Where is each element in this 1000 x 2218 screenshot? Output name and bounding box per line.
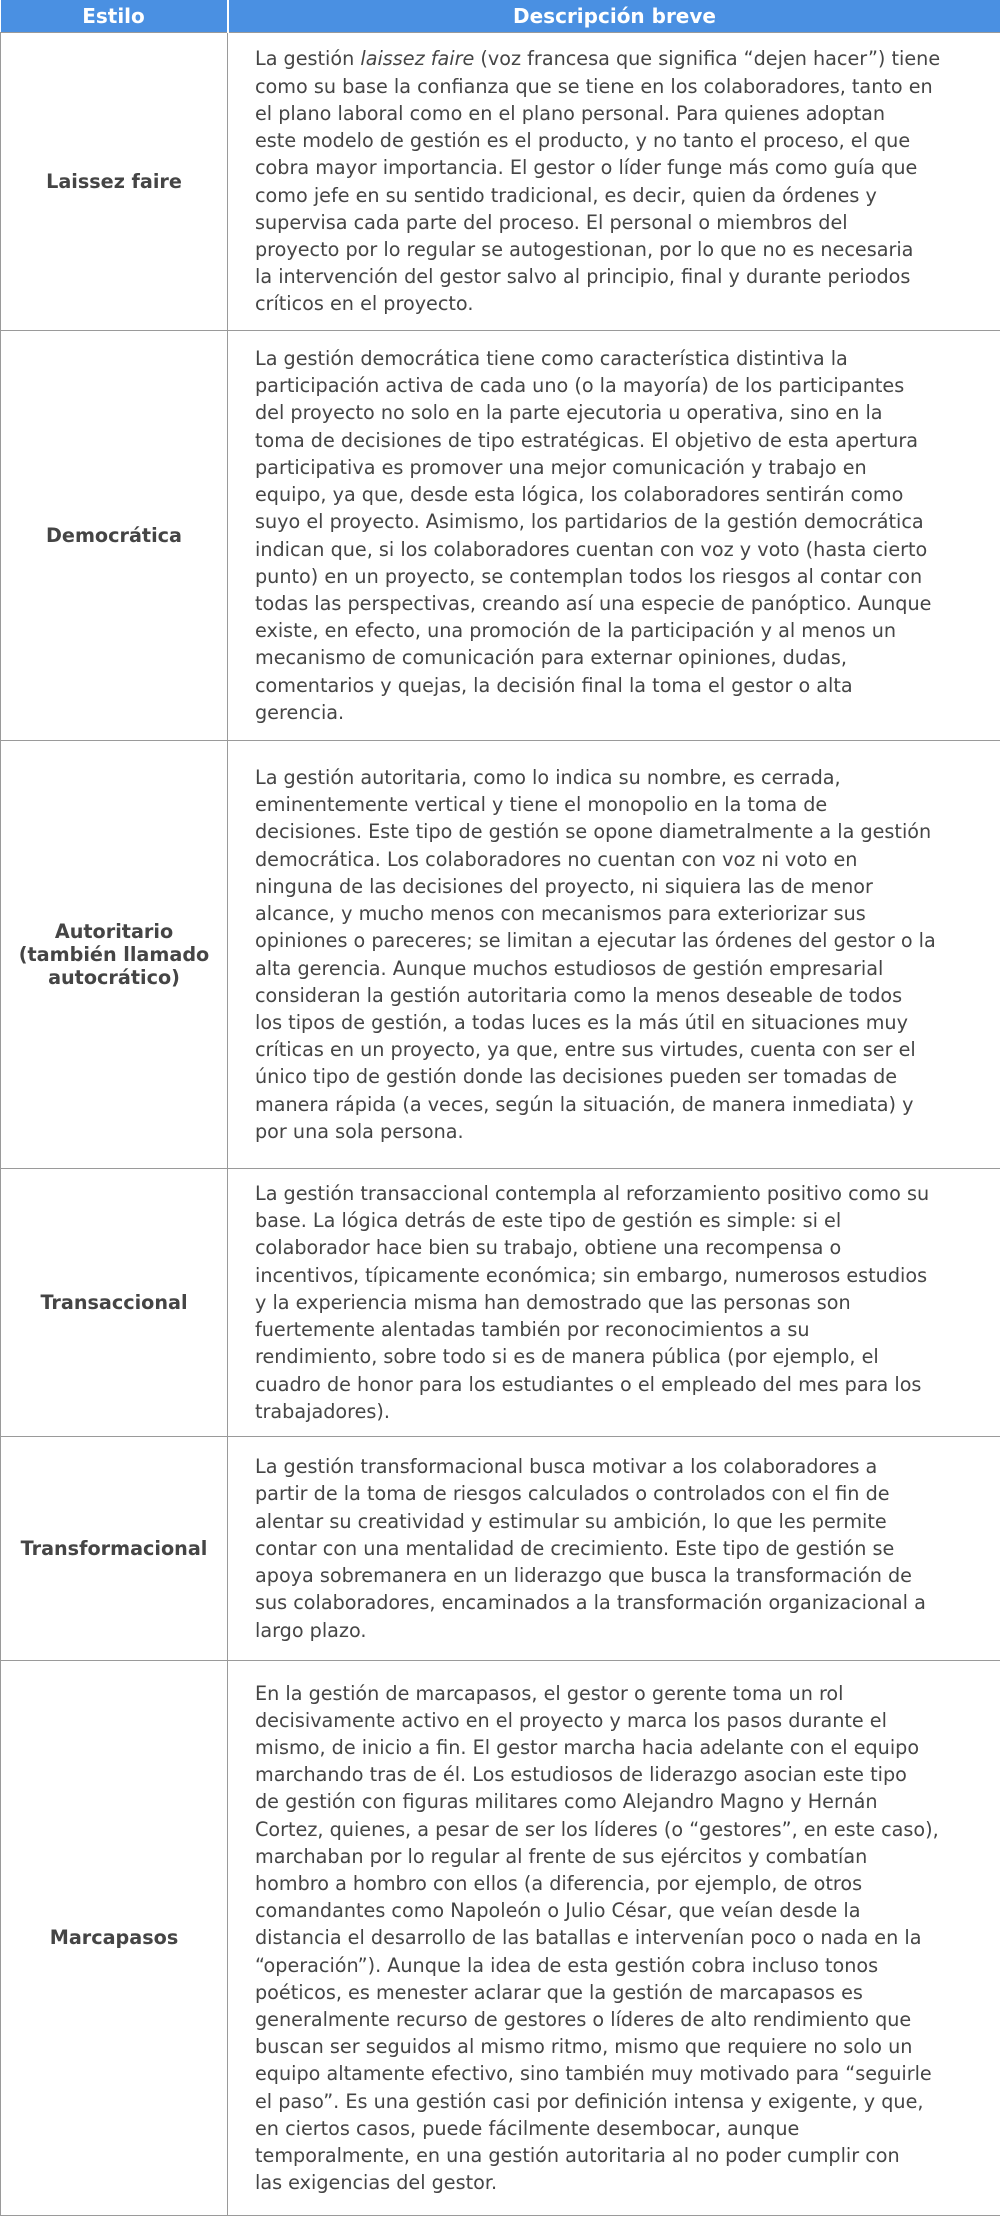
description-line: comandantes como Napoleón o Julio César, que veían desde la bbox=[255, 1899, 861, 1923]
description-line: cuadro de honor para los estudiantes o el empleado del mes para los bbox=[255, 1372, 922, 1396]
description-line: en ciertos casos, puede fácilmente desembocar, aunque bbox=[255, 2116, 800, 2140]
description-line: supervisa cada parte del proceso. El personal o miembros del bbox=[255, 210, 848, 234]
style-name: Democrática bbox=[1, 331, 228, 741]
style-name-line: Autoritario bbox=[54, 920, 174, 943]
description-line: En la gestión de marcapasos, el gestor o gerente toma un rol bbox=[255, 1681, 844, 1705]
description-line: La gestión transformacional busca motivar a los colaboradores a bbox=[255, 1455, 878, 1479]
style-description bbox=[228, 1661, 1000, 2216]
style-name: Transformacional bbox=[1, 1437, 228, 1661]
description-line: poéticos, es menester aclarar que la gestión de marcapasos es bbox=[255, 1980, 863, 2004]
description-line: democrática. Los colaboradores no cuentan con voz ni voto en bbox=[255, 847, 858, 871]
description-line: todas las perspectivas, creando así una especie de panóptico. Aunque bbox=[255, 591, 932, 615]
description-line: “operación”). Aunque la idea de esta gestión cobra incluso tonos bbox=[255, 1953, 879, 1977]
style-description bbox=[228, 331, 1000, 741]
description-line: comentarios y quejas, la decisión final la toma el gestor o alta bbox=[255, 673, 853, 697]
description-line: rendimiento, sobre todo si es de manera pública (por ejemplo, el bbox=[255, 1345, 879, 1369]
description-line: participación activa de cada uno (o la mayoría) de los participantes bbox=[255, 374, 905, 398]
header-row bbox=[1, 0, 1000, 33]
description-line: manera rápida (a veces, según la situación, de manera inmediata) y bbox=[255, 1092, 914, 1116]
description-line: marchando tras de él. Los estudiosos de liderazgo asocian este tipo bbox=[255, 1763, 907, 1787]
description-line: y la experiencia misma han demostrado que las personas son bbox=[255, 1290, 851, 1314]
description-line: las exigencias del gestor. bbox=[255, 2171, 498, 2195]
style-description bbox=[228, 33, 1000, 331]
description-line: mecanismo de comunicación para externar opiniones, dudas, bbox=[255, 646, 848, 670]
description-line: como su base la confianza que se tiene en los colaboradores, tanto en bbox=[255, 74, 933, 98]
description-line: generalmente recurso de gestores o líderes de alto rendimiento que bbox=[255, 2008, 912, 2031]
description-line: fuertemente alentadas también por reconocimientos a su bbox=[255, 1318, 810, 1342]
description-line: existe, en efecto, una promoción de la participación y al menos un bbox=[255, 619, 897, 643]
description-line: temporalmente, en una gestión autoritaria al no poder cumplir con bbox=[255, 2144, 900, 2168]
description-line: Cortez, quienes, a pesar de ser los líderes (o “gestores”, en este caso), bbox=[255, 1817, 939, 1841]
description-line: toma de decisiones de tipo estratégicas. El objetivo de esta apertura bbox=[255, 428, 919, 452]
description-line: La gestión democrática tiene como característica distintiva la bbox=[255, 347, 848, 371]
style-name: Transaccional bbox=[1, 1169, 228, 1437]
style-description bbox=[228, 1437, 1000, 1661]
description-line: equipo altamente efectivo, sino también muy motivado para “seguirle bbox=[255, 2062, 932, 2086]
description-line: colaborador hace bien su trabajo, obtiene una recompensa o bbox=[255, 1236, 842, 1260]
description-line: apoya sobremanera en un liderazgo que busca la transformación de bbox=[255, 1564, 912, 1588]
description-line: gerencia. bbox=[255, 700, 345, 724]
style-description bbox=[228, 741, 1000, 1169]
description-line: La gestión autoritaria, como lo indica su nombre, es cerrada, bbox=[255, 766, 841, 790]
style-name: Laissez faire bbox=[1, 33, 228, 331]
description-line: consideran la gestión autoritaria como la menos deseable de todos bbox=[255, 983, 903, 1007]
description-line: distancia el desarrollo de las batallas e intervenían poco o nada en la bbox=[255, 1926, 922, 1950]
description-line: proyecto por lo regular se autogestionan, por lo que no es necesaria bbox=[255, 237, 914, 261]
description-line: trabajadores). bbox=[255, 1399, 390, 1423]
description-line: del proyecto no solo en la parte ejecutoria u operativa, sino en la bbox=[255, 401, 883, 425]
description-line: como jefe en su sentido tradicional, es decir, quien da órdenes y bbox=[255, 183, 877, 207]
table-row-autoritario bbox=[1, 741, 1000, 1169]
description-line: alcance, y mucho menos con mecanismos para exteriorizar sus bbox=[255, 902, 866, 926]
description-line: La gestión transaccional contempla al reforzamiento positivo como su bbox=[255, 1182, 930, 1206]
style-name-line: (también llamado bbox=[18, 943, 210, 966]
description-line: de gestión con figuras militares como Alejandro Magno y Hernán bbox=[255, 1790, 878, 1814]
description-line: alta gerencia. Aunque muchos estudiosos de gestión empresarial bbox=[255, 956, 884, 980]
table-row-laissez-faire bbox=[1, 33, 1000, 331]
description-line: el paso”. Es una gestión casi por definición intensa y exigente, y que, bbox=[255, 2089, 924, 2113]
description-line: decisivamente activo en el proyecto y marca los pasos durante el bbox=[255, 1708, 887, 1732]
description-line: críticas en un proyecto, ya que, entre sus virtudes, cuenta con ser el bbox=[255, 1038, 916, 1062]
description-line: opiniones o pareceres; se limitan a ejecutar las órdenes del gestor o la bbox=[255, 929, 936, 953]
description-line: por una sola persona. bbox=[255, 1119, 464, 1143]
description-line: equipo, ya que, desde esta lógica, los colaboradores sentirán como bbox=[255, 483, 904, 507]
description-line: partir de la toma de riesgos calculados o controlados con el fin de bbox=[255, 1482, 890, 1506]
description-line: punto) en un proyecto, se contemplan todos los riesgos al contar con bbox=[255, 564, 923, 588]
description-line: alentar su creatividad y estimular su ambición, lo que les permite bbox=[255, 1509, 887, 1533]
style-name bbox=[1, 741, 228, 1169]
description-line: los tipos de gestión, a todas luces es la más útil en situaciones muy bbox=[255, 1010, 908, 1034]
description-line: suyo el proyecto. Asimismo, los partidarios de la gestión democrática bbox=[255, 510, 924, 534]
style-name-line: autocrático) bbox=[48, 966, 180, 989]
header-style: Estilo bbox=[1, 0, 228, 33]
description-line: cobra mayor importancia. El gestor o líder funge más como guía que bbox=[255, 156, 918, 180]
description-line: sus colaboradores, encaminados a la transformación organizacional a bbox=[255, 1591, 926, 1615]
table-row-democratica bbox=[1, 331, 1000, 741]
description-line: contar con una mentalidad de crecimiento. Este tipo de gestión se bbox=[255, 1536, 895, 1560]
description-line: ninguna de las decisiones del proyecto, ni siquiera las de menor bbox=[255, 874, 873, 898]
header-description: Descripción breve bbox=[228, 0, 1000, 33]
style-name: Marcapasos bbox=[1, 1661, 228, 2216]
description-line: el plano laboral como en el plano personal. Para quienes adoptan bbox=[255, 101, 886, 125]
description-line: incentivos, típicamente económica; sin embargo, numerosos estudios bbox=[255, 1263, 928, 1287]
description-line: único tipo de gestión donde las decisiones pueden ser tomadas de bbox=[255, 1065, 898, 1089]
description-line: eminentemente vertical y tiene el monopolio en la toma de bbox=[255, 793, 828, 817]
style-description bbox=[228, 1169, 1000, 1437]
table-row-transformacional bbox=[1, 1437, 1000, 1661]
description-line: la intervención del gestor salvo al principio, final y durante periodos bbox=[255, 265, 911, 289]
description-line: marchaban por lo regular al frente de sus ejércitos y combatían bbox=[255, 1844, 868, 1868]
description-line: críticos en el proyecto. bbox=[255, 292, 474, 316]
description-line: mismo, de inicio a fin. El gestor marcha hacia adelante con el equipo bbox=[255, 1735, 920, 1759]
description-line: base. La lógica detrás de este tipo de gestión es simple: si el bbox=[255, 1209, 842, 1233]
description-line: decisiones. Este tipo de gestión se opone diametralmente a la gestión bbox=[255, 820, 932, 844]
description-line: hombro a hombro con ellos (a diferencia, por ejemplo, de otros bbox=[255, 1871, 863, 1895]
description-line: este modelo de gestión es el producto, y no tanto el proceso, el que bbox=[255, 129, 911, 153]
description-line: indican que, si los colaboradores cuentan con voz y voto (hasta cierto bbox=[255, 537, 928, 561]
table-row-transaccional bbox=[1, 1169, 1000, 1437]
table-row-marcapasos bbox=[1, 1661, 1000, 2216]
description-line: participativa es promover una mejor comunicación y trabajo en bbox=[255, 455, 867, 479]
description-line: La gestión laissez faire (voz francesa que significa “dejen hacer”) tiene bbox=[255, 47, 941, 71]
description-line: buscan ser seguidos al mismo ritmo, mismo que requiere no solo un bbox=[255, 2035, 913, 2059]
description-line: largo plazo. bbox=[255, 1618, 367, 1642]
